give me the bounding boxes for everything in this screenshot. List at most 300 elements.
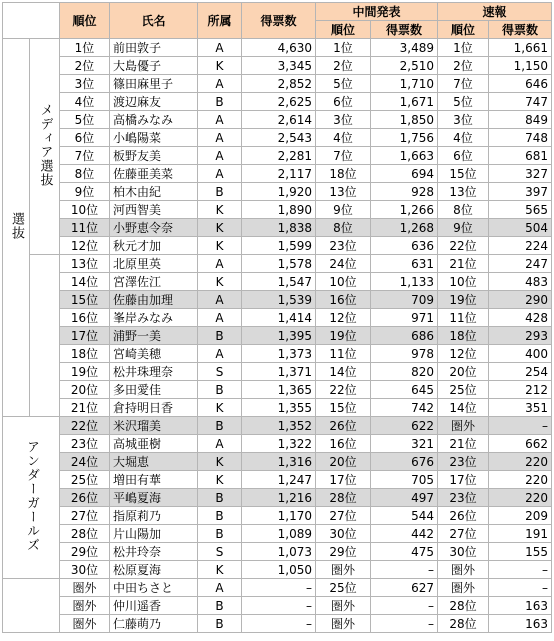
header-prelim: 速報 <box>438 3 552 21</box>
votes-cell: 1,216 <box>242 489 316 507</box>
prelim-votes-cell: 327 <box>489 165 552 183</box>
votes-cell: – <box>242 579 316 597</box>
name-cell: 増田有華 <box>110 471 198 489</box>
interim-votes-cell: 627 <box>371 579 438 597</box>
votes-cell: 1,890 <box>242 201 316 219</box>
name-cell: 片山陽加 <box>110 525 198 543</box>
team-cell: B <box>198 489 242 507</box>
rank-cell: 24位 <box>60 453 110 471</box>
team-cell: A <box>198 147 242 165</box>
results-table <box>2 2 552 633</box>
interim-rank-cell: 29位 <box>316 543 371 561</box>
name-cell: 小野恵令奈 <box>110 219 198 237</box>
prelim-votes-cell: 565 <box>489 201 552 219</box>
interim-votes-cell: 928 <box>371 183 438 201</box>
prelim-rank-cell: 9位 <box>438 219 489 237</box>
prelim-rank-cell: 13位 <box>438 183 489 201</box>
interim-votes-cell: 622 <box>371 417 438 435</box>
team-cell: A <box>198 345 242 363</box>
votes-cell: 1,578 <box>242 255 316 273</box>
votes-cell: 1,247 <box>242 471 316 489</box>
prelim-rank-cell: 3位 <box>438 111 489 129</box>
header-name: 氏名 <box>110 3 198 39</box>
rank-cell: 18位 <box>60 345 110 363</box>
name-cell: 高橋みなみ <box>110 111 198 129</box>
table-row <box>3 291 552 309</box>
interim-votes-cell: 686 <box>371 327 438 345</box>
name-cell: 峯岸みなみ <box>110 309 198 327</box>
prelim-rank-cell: 15位 <box>438 165 489 183</box>
votes-cell: 1,371 <box>242 363 316 381</box>
votes-cell: 1,170 <box>242 507 316 525</box>
votes-cell: 3,345 <box>242 57 316 75</box>
interim-votes-cell: 971 <box>371 309 438 327</box>
interim-rank-cell: 23位 <box>316 237 371 255</box>
prelim-rank-cell: 12位 <box>438 345 489 363</box>
interim-votes-cell: 544 <box>371 507 438 525</box>
interim-rank-cell: 14位 <box>316 363 371 381</box>
table-row <box>3 57 552 75</box>
group-selected-rest <box>30 255 60 417</box>
prelim-votes-cell: 428 <box>489 309 552 327</box>
rank-cell: 3位 <box>60 75 110 93</box>
group-media-label: メディア選抜 <box>37 102 53 187</box>
prelim-votes-cell: – <box>489 561 552 579</box>
name-cell: 松井珠理奈 <box>110 363 198 381</box>
prelim-votes-cell: 1,150 <box>489 57 552 75</box>
rank-cell: 圏外 <box>60 579 110 597</box>
votes-cell: 2,543 <box>242 129 316 147</box>
prelim-rank-cell: 21位 <box>438 255 489 273</box>
interim-votes-cell: 497 <box>371 489 438 507</box>
prelim-votes-cell: – <box>489 579 552 597</box>
team-cell: A <box>198 39 242 57</box>
table-row <box>3 417 552 435</box>
votes-cell: 1,316 <box>242 453 316 471</box>
team-cell: K <box>198 273 242 291</box>
name-cell: 渡辺麻友 <box>110 93 198 111</box>
team-cell: K <box>198 201 242 219</box>
interim-rank-cell: 圏外 <box>316 597 371 615</box>
votes-cell: 1,395 <box>242 327 316 345</box>
rank-cell: 8位 <box>60 165 110 183</box>
table-row <box>3 309 552 327</box>
interim-rank-cell: 16位 <box>316 435 371 453</box>
prelim-rank-cell: 22位 <box>438 237 489 255</box>
votes-cell: 2,852 <box>242 75 316 93</box>
table-header <box>3 3 552 39</box>
table-row <box>3 507 552 525</box>
name-cell: 大堀恵 <box>110 453 198 471</box>
table-row <box>3 183 552 201</box>
team-cell: A <box>198 579 242 597</box>
group-outside <box>3 579 60 633</box>
prelim-votes-cell: 681 <box>489 147 552 165</box>
team-cell: K <box>198 399 242 417</box>
votes-cell: 1,539 <box>242 291 316 309</box>
prelim-rank-cell: 6位 <box>438 147 489 165</box>
team-cell: S <box>198 363 242 381</box>
group-under-label: アンダーガールズ <box>24 439 39 552</box>
name-cell: 仲川遥香 <box>110 597 198 615</box>
interim-rank-cell: 6位 <box>316 93 371 111</box>
prelim-votes-cell: 1,661 <box>489 39 552 57</box>
name-cell: 仁藤萌乃 <box>110 615 198 633</box>
interim-votes-cell: 631 <box>371 255 438 273</box>
team-cell: B <box>198 597 242 615</box>
votes-cell: 2,117 <box>242 165 316 183</box>
interim-votes-cell: 645 <box>371 381 438 399</box>
interim-rank-cell: 13位 <box>316 183 371 201</box>
header-votes: 得票数 <box>242 3 316 39</box>
rank-cell: 9位 <box>60 183 110 201</box>
name-cell: 多田愛佳 <box>110 381 198 399</box>
prelim-rank-cell: 10位 <box>438 273 489 291</box>
prelim-rank-cell: 7位 <box>438 75 489 93</box>
prelim-rank-cell: 17位 <box>438 471 489 489</box>
name-cell: 佐藤亜美菜 <box>110 165 198 183</box>
interim-rank-cell: 1位 <box>316 39 371 57</box>
prelim-votes-cell: 163 <box>489 597 552 615</box>
team-cell: A <box>198 291 242 309</box>
table-row <box>3 381 552 399</box>
interim-rank-cell: 19位 <box>316 327 371 345</box>
table-row <box>3 129 552 147</box>
prelim-votes-cell: 849 <box>489 111 552 129</box>
votes-cell: 1,365 <box>242 381 316 399</box>
name-cell: 宮崎美穂 <box>110 345 198 363</box>
interim-votes-cell: 442 <box>371 525 438 543</box>
rank-cell: 26位 <box>60 489 110 507</box>
team-cell: A <box>198 309 242 327</box>
table-row <box>3 219 552 237</box>
prelim-rank-cell: 23位 <box>438 453 489 471</box>
table-row <box>3 147 552 165</box>
prelim-votes-cell: 220 <box>489 471 552 489</box>
interim-votes-cell: 1,663 <box>371 147 438 165</box>
prelim-rank-cell: 4位 <box>438 129 489 147</box>
name-cell: 浦野一美 <box>110 327 198 345</box>
prelim-rank-cell: 18位 <box>438 327 489 345</box>
rank-cell: 23位 <box>60 435 110 453</box>
prelim-votes-cell: 220 <box>489 489 552 507</box>
interim-votes-cell: 1,756 <box>371 129 438 147</box>
interim-rank-cell: 8位 <box>316 219 371 237</box>
votes-cell: 1,073 <box>242 543 316 561</box>
table-row <box>3 399 552 417</box>
rank-cell: 圏外 <box>60 597 110 615</box>
rank-cell: 11位 <box>60 219 110 237</box>
interim-rank-cell: 9位 <box>316 201 371 219</box>
prelim-rank-cell: 28位 <box>438 597 489 615</box>
interim-votes-cell: 1,268 <box>371 219 438 237</box>
interim-rank-cell: 7位 <box>316 147 371 165</box>
team-cell: S <box>198 543 242 561</box>
prelim-rank-cell: 圏外 <box>438 417 489 435</box>
interim-rank-cell: 25位 <box>316 579 371 597</box>
interim-rank-cell: 26位 <box>316 417 371 435</box>
team-cell: K <box>198 219 242 237</box>
prelim-votes-cell: 163 <box>489 615 552 633</box>
table-row <box>3 165 552 183</box>
votes-cell: 2,614 <box>242 111 316 129</box>
interim-votes-cell: 3,489 <box>371 39 438 57</box>
name-cell: 北原里英 <box>110 255 198 273</box>
votes-cell: 1,089 <box>242 525 316 543</box>
prelim-votes-cell: – <box>489 417 552 435</box>
team-cell: A <box>198 129 242 147</box>
prelim-rank-cell: 19位 <box>438 291 489 309</box>
name-cell: 板野友美 <box>110 147 198 165</box>
table-row <box>3 489 552 507</box>
rank-cell: 29位 <box>60 543 110 561</box>
votes-cell: 1,373 <box>242 345 316 363</box>
team-cell: B <box>198 327 242 345</box>
rank-cell: 12位 <box>60 237 110 255</box>
prelim-rank-cell: 14位 <box>438 399 489 417</box>
name-cell: 平嶋夏海 <box>110 489 198 507</box>
rank-cell: 25位 <box>60 471 110 489</box>
votes-cell: 1,547 <box>242 273 316 291</box>
rank-cell: 2位 <box>60 57 110 75</box>
prelim-votes-cell: 483 <box>489 273 552 291</box>
votes-cell: 1,050 <box>242 561 316 579</box>
rank-cell: 22位 <box>60 417 110 435</box>
table-row <box>3 561 552 579</box>
prelim-rank-cell: 23位 <box>438 489 489 507</box>
rank-cell: 21位 <box>60 399 110 417</box>
prelim-votes-cell: 220 <box>489 453 552 471</box>
interim-rank-cell: 3位 <box>316 111 371 129</box>
team-cell: A <box>198 435 242 453</box>
interim-votes-cell: – <box>371 597 438 615</box>
name-cell: 篠田麻里子 <box>110 75 198 93</box>
team-cell: K <box>198 471 242 489</box>
prelim-rank-cell: 2位 <box>438 57 489 75</box>
prelim-rank-cell: 27位 <box>438 525 489 543</box>
prelim-votes-cell: 397 <box>489 183 552 201</box>
prelim-votes-cell: 351 <box>489 399 552 417</box>
interim-rank-cell: 4位 <box>316 129 371 147</box>
prelim-votes-cell: 504 <box>489 219 552 237</box>
team-cell: B <box>198 507 242 525</box>
votes-cell: 1,414 <box>242 309 316 327</box>
name-cell: 小嶋陽菜 <box>110 129 198 147</box>
name-cell: 松原夏海 <box>110 561 198 579</box>
name-cell: 宮澤佐江 <box>110 273 198 291</box>
table-row <box>3 345 552 363</box>
group-selected-label: 選抜 <box>9 211 24 240</box>
table-row <box>3 525 552 543</box>
table-row <box>3 111 552 129</box>
interim-rank-cell: 24位 <box>316 255 371 273</box>
table-row <box>3 237 552 255</box>
name-cell: 倉持明日香 <box>110 399 198 417</box>
name-cell: 中田ちさと <box>110 579 198 597</box>
group-selected <box>3 39 30 417</box>
rank-cell: 19位 <box>60 363 110 381</box>
rank-cell: 圏外 <box>60 615 110 633</box>
prelim-rank-cell: 28位 <box>438 615 489 633</box>
team-cell: A <box>198 111 242 129</box>
team-cell: B <box>198 525 242 543</box>
table-row <box>3 39 552 57</box>
votes-cell: 1,322 <box>242 435 316 453</box>
name-cell: 大島優子 <box>110 57 198 75</box>
team-cell: B <box>198 615 242 633</box>
team-cell: K <box>198 453 242 471</box>
header-corner <box>3 3 60 39</box>
interim-votes-cell: – <box>371 561 438 579</box>
name-cell: 米沢瑠美 <box>110 417 198 435</box>
team-cell: B <box>198 417 242 435</box>
interim-rank-cell: 圏外 <box>316 561 371 579</box>
name-cell: 河西智美 <box>110 201 198 219</box>
rank-cell: 15位 <box>60 291 110 309</box>
table-row <box>3 75 552 93</box>
rank-cell: 27位 <box>60 507 110 525</box>
interim-votes-cell: 978 <box>371 345 438 363</box>
interim-rank-cell: 18位 <box>316 165 371 183</box>
prelim-rank-cell: 圏外 <box>438 561 489 579</box>
header-prelim-votes: 得票数 <box>489 21 552 39</box>
table-row <box>3 615 552 633</box>
votes-cell: – <box>242 597 316 615</box>
table-row <box>3 543 552 561</box>
interim-votes-cell: 709 <box>371 291 438 309</box>
name-cell: 指原莉乃 <box>110 507 198 525</box>
header-interim: 中間発表 <box>316 3 438 21</box>
rank-cell: 7位 <box>60 147 110 165</box>
interim-votes-cell: 1,266 <box>371 201 438 219</box>
interim-rank-cell: 30位 <box>316 525 371 543</box>
votes-cell: 1,355 <box>242 399 316 417</box>
prelim-rank-cell: 1位 <box>438 39 489 57</box>
rank-cell: 4位 <box>60 93 110 111</box>
table-row <box>3 579 552 597</box>
prelim-rank-cell: 30位 <box>438 543 489 561</box>
interim-rank-cell: 15位 <box>316 399 371 417</box>
prelim-rank-cell: 26位 <box>438 507 489 525</box>
table-row <box>3 363 552 381</box>
name-cell: 高城亜樹 <box>110 435 198 453</box>
header-interim-rank: 順位 <box>316 21 371 39</box>
interim-votes-cell: 820 <box>371 363 438 381</box>
prelim-rank-cell: 圏外 <box>438 579 489 597</box>
header-team: 所属 <box>198 3 242 39</box>
prelim-votes-cell: 212 <box>489 381 552 399</box>
votes-cell: 2,281 <box>242 147 316 165</box>
interim-votes-cell: 1,710 <box>371 75 438 93</box>
interim-rank-cell: 12位 <box>316 309 371 327</box>
interim-rank-cell: 27位 <box>316 507 371 525</box>
rank-cell: 16位 <box>60 309 110 327</box>
votes-cell: 1,920 <box>242 183 316 201</box>
interim-votes-cell: 2,510 <box>371 57 438 75</box>
name-cell: 松井玲奈 <box>110 543 198 561</box>
prelim-votes-cell: 748 <box>489 129 552 147</box>
rank-cell: 13位 <box>60 255 110 273</box>
header-rank: 順位 <box>60 3 110 39</box>
table-row <box>3 327 552 345</box>
prelim-rank-cell: 25位 <box>438 381 489 399</box>
group-under <box>3 417 60 579</box>
votes-cell: – <box>242 615 316 633</box>
team-cell: A <box>198 255 242 273</box>
table-row <box>3 255 552 273</box>
table-row <box>3 453 552 471</box>
interim-votes-cell: 705 <box>371 471 438 489</box>
prelim-votes-cell: 209 <box>489 507 552 525</box>
table-row <box>3 273 552 291</box>
rank-cell: 20位 <box>60 381 110 399</box>
interim-votes-cell: 321 <box>371 435 438 453</box>
interim-votes-cell: 676 <box>371 453 438 471</box>
name-cell: 前田敦子 <box>110 39 198 57</box>
rank-cell: 10位 <box>60 201 110 219</box>
rank-cell: 1位 <box>60 39 110 57</box>
interim-rank-cell: 20位 <box>316 453 371 471</box>
prelim-rank-cell: 11位 <box>438 309 489 327</box>
interim-rank-cell: 16位 <box>316 291 371 309</box>
team-cell: B <box>198 381 242 399</box>
interim-votes-cell: 636 <box>371 237 438 255</box>
group-media <box>30 39 60 255</box>
team-cell: A <box>198 165 242 183</box>
interim-rank-cell: 11位 <box>316 345 371 363</box>
votes-cell: 4,630 <box>242 39 316 57</box>
interim-votes-cell: – <box>371 615 438 633</box>
prelim-votes-cell: 254 <box>489 363 552 381</box>
team-cell: A <box>198 75 242 93</box>
table-row <box>3 201 552 219</box>
team-cell: K <box>198 57 242 75</box>
interim-votes-cell: 742 <box>371 399 438 417</box>
interim-votes-cell: 694 <box>371 165 438 183</box>
table-row <box>3 471 552 489</box>
prelim-rank-cell: 5位 <box>438 93 489 111</box>
interim-rank-cell: 圏外 <box>316 615 371 633</box>
prelim-votes-cell: 247 <box>489 255 552 273</box>
header-interim-votes: 得票数 <box>371 21 438 39</box>
interim-rank-cell: 17位 <box>316 471 371 489</box>
prelim-votes-cell: 290 <box>489 291 552 309</box>
interim-votes-cell: 1,133 <box>371 273 438 291</box>
prelim-votes-cell: 662 <box>489 435 552 453</box>
prelim-votes-cell: 646 <box>489 75 552 93</box>
interim-rank-cell: 5位 <box>316 75 371 93</box>
votes-cell: 1,599 <box>242 237 316 255</box>
prelim-votes-cell: 747 <box>489 93 552 111</box>
prelim-votes-cell: 293 <box>489 327 552 345</box>
votes-cell: 1,352 <box>242 417 316 435</box>
interim-votes-cell: 1,671 <box>371 93 438 111</box>
interim-votes-cell: 475 <box>371 543 438 561</box>
votes-cell: 1,838 <box>242 219 316 237</box>
prelim-votes-cell: 224 <box>489 237 552 255</box>
prelim-rank-cell: 8位 <box>438 201 489 219</box>
prelim-votes-cell: 155 <box>489 543 552 561</box>
table-row <box>3 597 552 615</box>
interim-rank-cell: 22位 <box>316 381 371 399</box>
rank-cell: 14位 <box>60 273 110 291</box>
prelim-rank-cell: 20位 <box>438 363 489 381</box>
rank-cell: 30位 <box>60 561 110 579</box>
team-cell: B <box>198 183 242 201</box>
team-cell: K <box>198 237 242 255</box>
interim-rank-cell: 10位 <box>316 273 371 291</box>
header-prelim-rank: 順位 <box>438 21 489 39</box>
